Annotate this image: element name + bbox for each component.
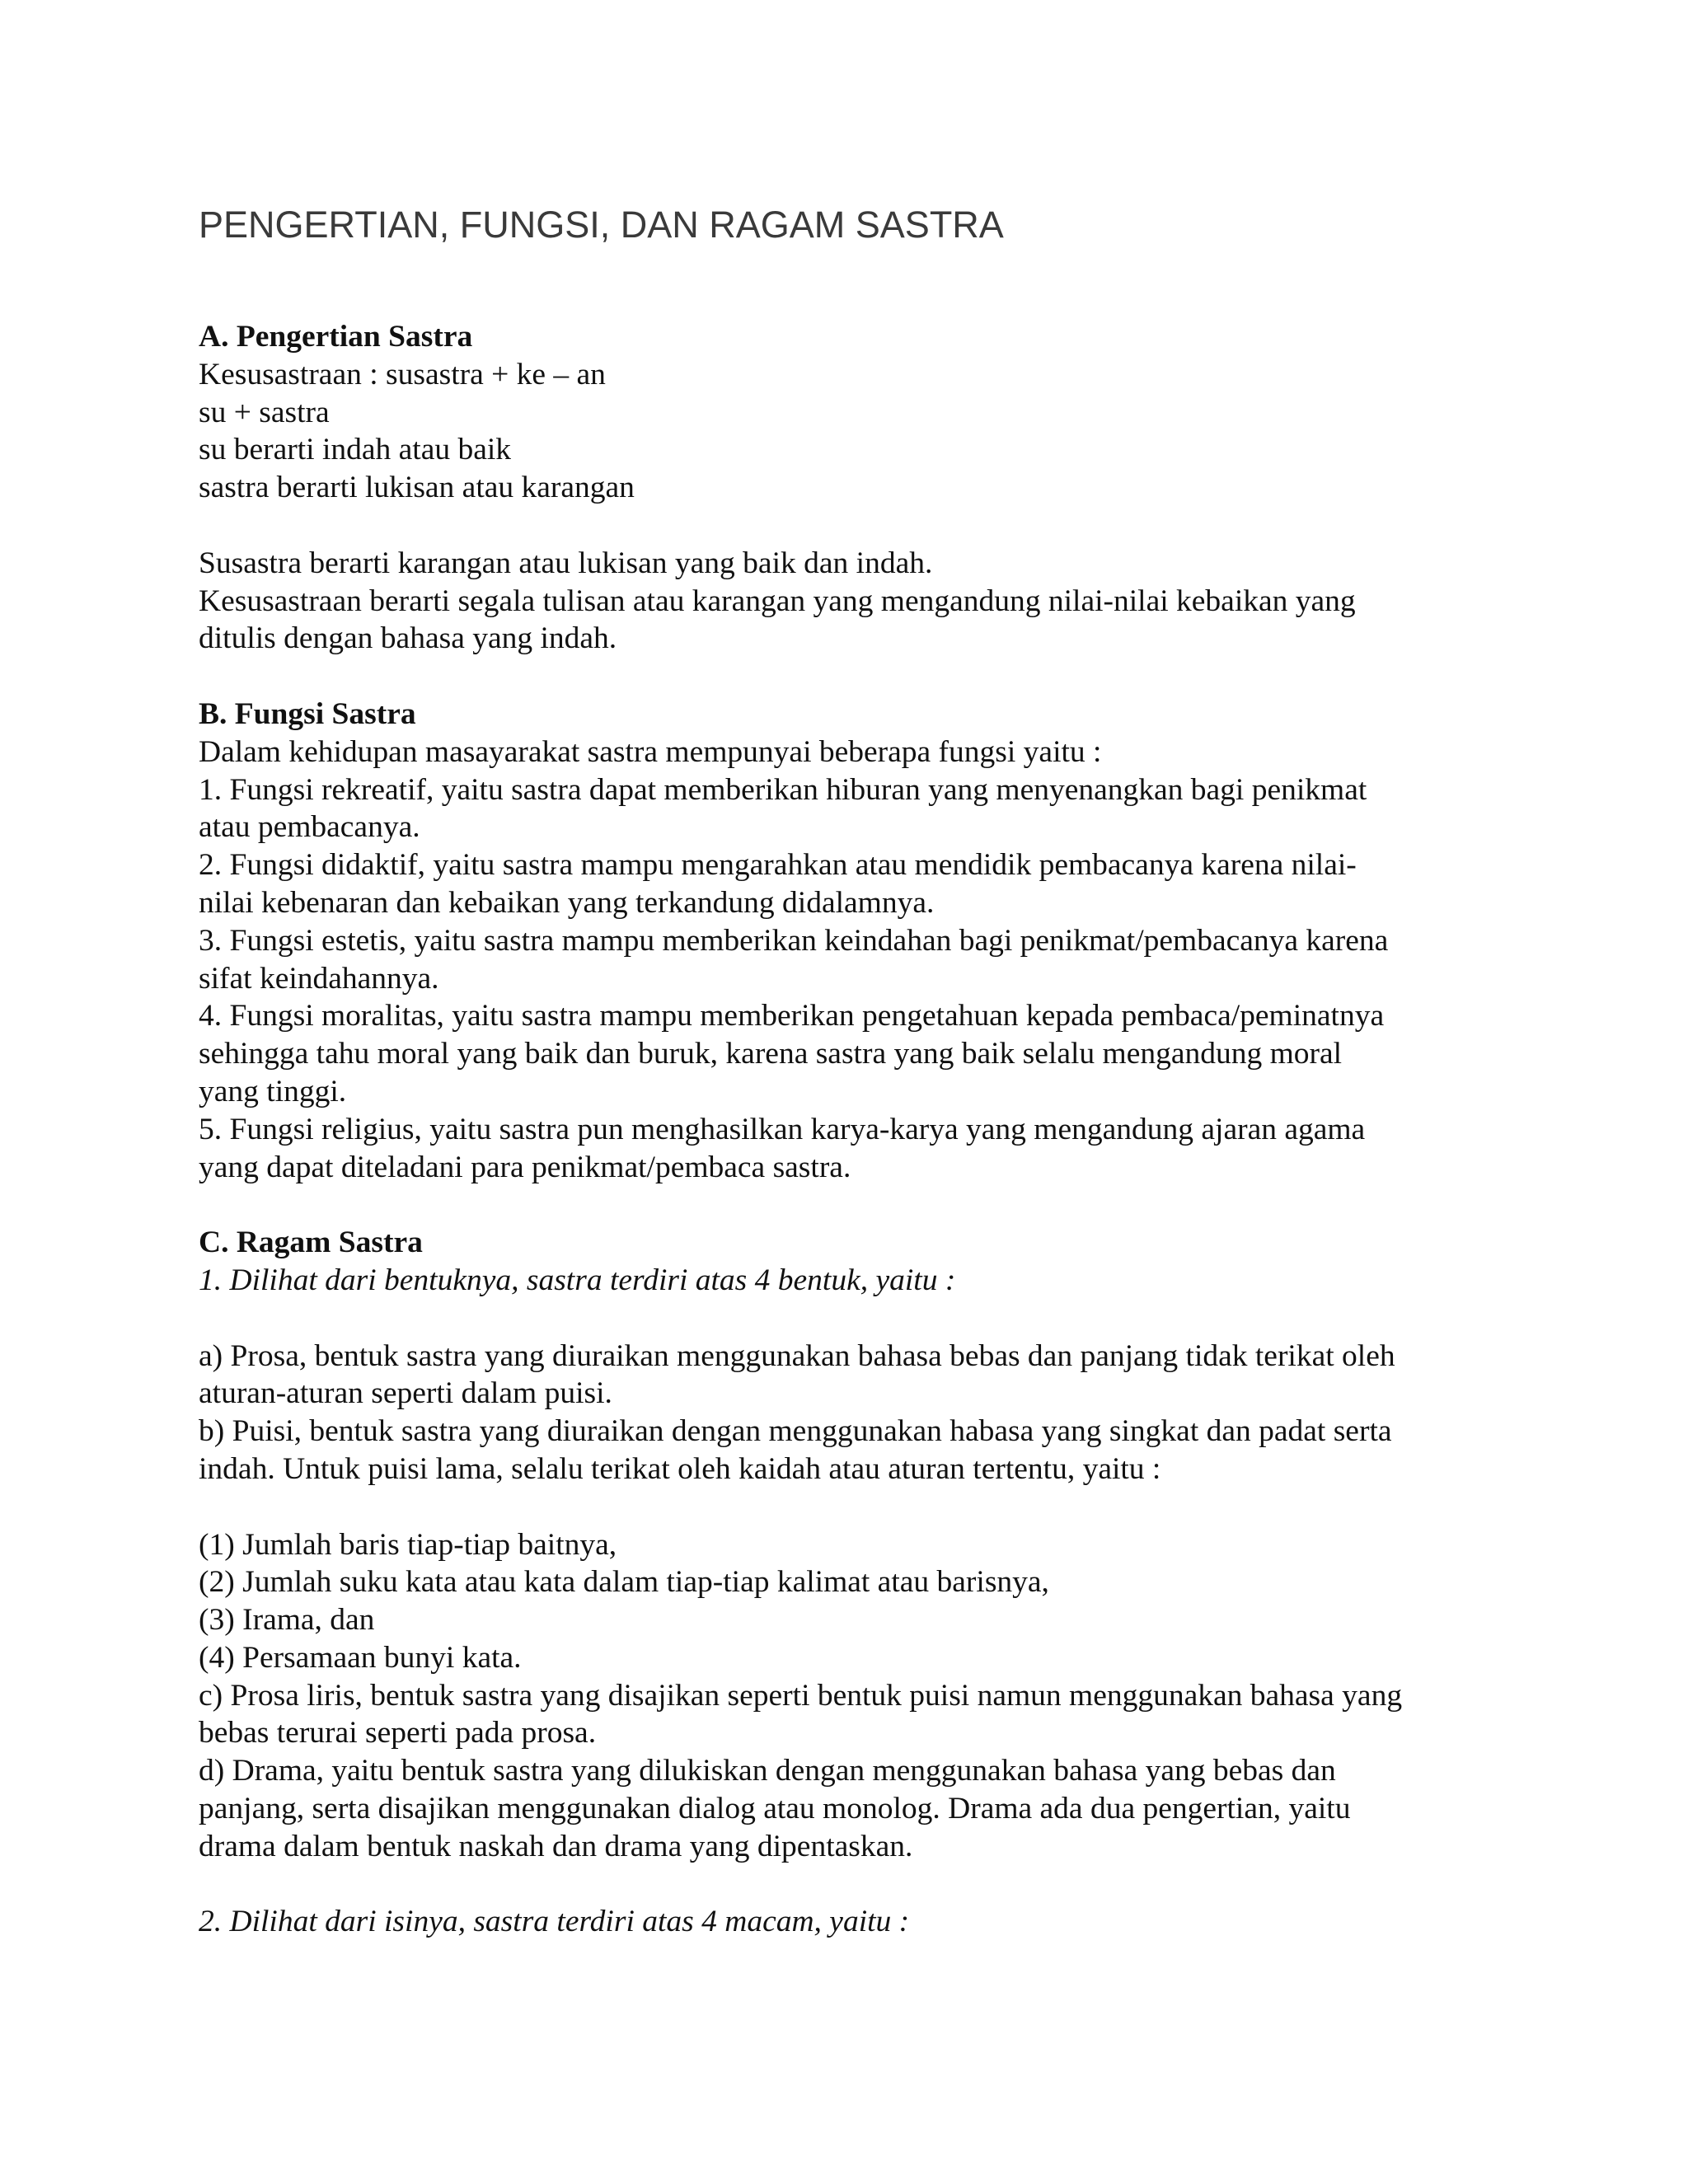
section-c-line: c) Prosa liris, bentuk sastra yang disajikan seperti bentuk puisi namun menggunakan bahasa yang [199,1678,1403,1713]
section-b-heading: B. Fungsi Sastra [199,696,416,731]
paragraph-gap [199,1300,1501,1338]
paragraph-gap [199,1866,1501,1904]
section-b-line: 4. Fungsi moralitas, yaitu sastra mampu memberikan pengetahuan kepada pembaca/peminatnya [199,999,1385,1033]
document-body [199,318,1501,1941]
section-a-line: Kesusastraan : susastra + ke – an [199,357,606,391]
section-c-heading: C. Ragam Sastra [199,1226,423,1260]
section-c-line: (4) Persamaan bunyi kata. [199,1640,522,1675]
section-b-line: 2. Fungsi didaktif, yaitu sastra mampu mengarahkan atau mendidik pembacanya karena nilai- [199,848,1357,883]
section-a-line: sastra berarti lukisan atau karangan [199,471,635,505]
paragraph-gap [199,658,1501,696]
section-c-line: panjang, serta disajikan menggunakan dialog atau monolog. Drama ada dua pengertian, yaitu [199,1792,1351,1826]
section-a-line: su berarti indah atau baik [199,433,512,467]
section-c-line: b) Puisi, bentuk sastra yang diuraikan dengan menggunakan habasa yang singkat dan padat serta [199,1414,1392,1449]
section-c-line: indah. Untuk puisi lama, selalu terikat oleh kaidah atau aturan tertentu, yaitu : [199,1451,1161,1486]
section-b-line: yang dapat diteladani para penikmat/pembaca sastra. [199,1150,851,1184]
paragraph-gap [199,507,1501,545]
paragraph-gap [199,1186,1501,1224]
document-title: PENGERTIAN, FUNGSI, DAN RAGAM SASTRA [199,204,1004,246]
section-b-line: yang tinggi. [199,1074,347,1108]
section-c-line: (3) Irama, dan [199,1603,375,1638]
section-b-line: 5. Fungsi religius, yaitu sastra pun menghasilkan karya-karya yang mengandung ajaran agama [199,1112,1366,1146]
section-c-subheading-1: 1. Dilihat dari bentuknya, sastra terdiri atas 4 bentuk, yaitu : [199,1263,956,1297]
section-a-line: su + sastra [199,395,330,429]
section-b-line: 1. Fungsi rekreatif, yaitu sastra dapat memberikan hiburan yang menyenangkan bagi penikmat [199,772,1367,807]
section-a-paragraph-line: Kesusastraan berarti segala tulisan atau karangan yang mengandung nilai-nilai kebaikan yang [199,583,1356,618]
section-b-line: Dalam kehidupan masayarakat sastra mempunyai beberapa fungsi yaitu : [199,734,1102,769]
section-b-line: atau pembacanya. [199,810,420,845]
section-b-line: 3. Fungsi estetis, yaitu sastra mampu memberikan keindahan bagi penikmat/pembacanya karena [199,923,1389,958]
section-c-line: (1) Jumlah baris tiap-tiap baitnya, [199,1527,617,1562]
section-c-line: d) Drama, yaitu bentuk sastra yang dilukiskan dengan menggunakan bahasa yang bebas dan [199,1754,1336,1788]
section-c-line: drama dalam bentuk naskah dan drama yang dipentaskan. [199,1829,913,1863]
section-a-paragraph-line: ditulis dengan bahasa yang indah. [199,621,617,656]
section-b-line: nilai kebenaran dan kebaikan yang terkandung didalamnya. [199,885,935,920]
section-c-line: a) Prosa, bentuk sastra yang diuraikan menggunakan bahasa bebas dan panjang tidak terikat oleh [199,1338,1395,1373]
section-c-line: bebas terurai seperti pada prosa. [199,1716,597,1750]
paragraph-gap [199,1488,1501,1526]
section-c-line: (2) Jumlah suku kata atau kata dalam tiap-tiap kalimat atau barisnya, [199,1565,1049,1600]
section-b-line: sehingga tahu moral yang baik dan buruk, karena sastra yang baik selalu mengandung moral [199,1037,1343,1071]
section-a-heading: A. Pengertian Sastra [199,320,473,354]
section-c-subheading-2: 2. Dilihat dari isinya, sastra terdiri atas 4 macam, yaitu : [199,1905,910,1939]
section-b-line: sifat keindahannya. [199,961,439,996]
section-c-line: aturan-aturan seperti dalam puisi. [199,1376,612,1411]
section-a-paragraph-line: Susastra berarti karangan atau lukisan yang baik dan indah. [199,546,933,580]
